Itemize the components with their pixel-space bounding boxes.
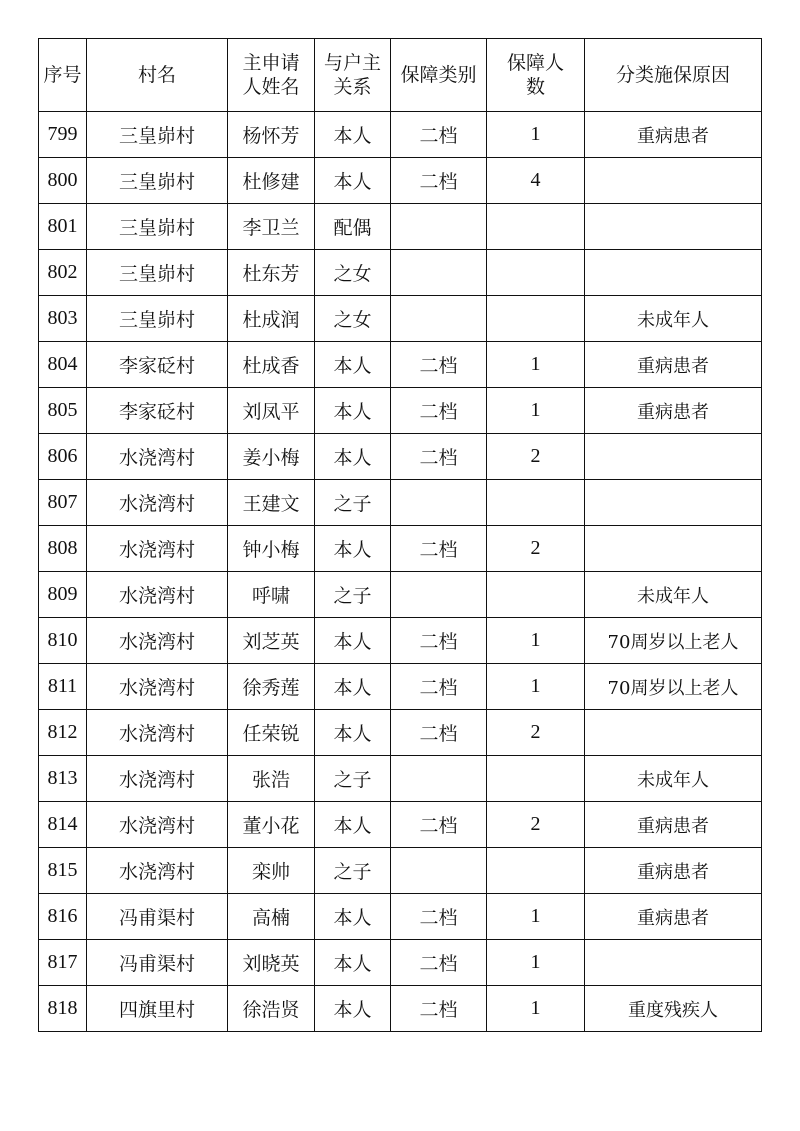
table-row bbox=[39, 342, 762, 388]
header-category: 保障类别 bbox=[391, 39, 487, 112]
table-header bbox=[39, 39, 762, 112]
cell-relation: 本人 bbox=[315, 342, 391, 388]
cell-count: 1 bbox=[487, 664, 585, 710]
cell-reason: 重病患者 bbox=[585, 848, 762, 894]
table-row bbox=[39, 434, 762, 480]
cell-reason bbox=[585, 526, 762, 572]
cell-category: 二档 bbox=[391, 388, 487, 434]
cell-count: 2 bbox=[487, 434, 585, 480]
cell-relation: 本人 bbox=[315, 986, 391, 1032]
cell-count: 1 bbox=[487, 894, 585, 940]
cell-count: 2 bbox=[487, 526, 585, 572]
cell-count bbox=[487, 480, 585, 526]
cell-index: 802 bbox=[39, 250, 87, 296]
cell-index: 808 bbox=[39, 526, 87, 572]
cell-category bbox=[391, 296, 487, 342]
cell-name: 刘凤平 bbox=[228, 388, 315, 434]
cell-village: 水浇湾村 bbox=[87, 664, 228, 710]
cell-relation: 之子 bbox=[315, 480, 391, 526]
cell-relation: 本人 bbox=[315, 710, 391, 756]
table-row bbox=[39, 756, 762, 802]
cell-relation: 本人 bbox=[315, 940, 391, 986]
cell-village: 水浇湾村 bbox=[87, 756, 228, 802]
cell-index: 817 bbox=[39, 940, 87, 986]
cell-category: 二档 bbox=[391, 158, 487, 204]
cell-relation: 本人 bbox=[315, 526, 391, 572]
table-row bbox=[39, 388, 762, 434]
cell-index: 801 bbox=[39, 204, 87, 250]
table-row bbox=[39, 848, 762, 894]
cell-relation: 配偶 bbox=[315, 204, 391, 250]
cell-name: 董小花 bbox=[228, 802, 315, 848]
cell-reason bbox=[585, 158, 762, 204]
table-row bbox=[39, 802, 762, 848]
cell-reason: 重病患者 bbox=[585, 342, 762, 388]
cell-village: 水浇湾村 bbox=[87, 710, 228, 756]
cell-reason bbox=[585, 250, 762, 296]
cell-category: 二档 bbox=[391, 940, 487, 986]
cell-category: 二档 bbox=[391, 802, 487, 848]
cell-village: 水浇湾村 bbox=[87, 848, 228, 894]
cell-relation: 本人 bbox=[315, 112, 391, 158]
cell-count: 2 bbox=[487, 802, 585, 848]
cell-village: 三皇峁村 bbox=[87, 158, 228, 204]
table-body bbox=[39, 112, 762, 1032]
cell-category bbox=[391, 250, 487, 296]
cell-category: 二档 bbox=[391, 986, 487, 1032]
table-row bbox=[39, 940, 762, 986]
cell-category: 二档 bbox=[391, 434, 487, 480]
cell-index: 812 bbox=[39, 710, 87, 756]
cell-category bbox=[391, 756, 487, 802]
cell-reason: 70周岁以上老人 bbox=[585, 618, 762, 664]
table-row bbox=[39, 158, 762, 204]
cell-index: 809 bbox=[39, 572, 87, 618]
cell-index: 816 bbox=[39, 894, 87, 940]
table-row bbox=[39, 986, 762, 1032]
header-reason: 分类施保原因 bbox=[585, 39, 762, 112]
cell-relation: 本人 bbox=[315, 802, 391, 848]
cell-count: 1 bbox=[487, 112, 585, 158]
cell-reason: 未成年人 bbox=[585, 296, 762, 342]
cell-name: 刘晓英 bbox=[228, 940, 315, 986]
cell-village: 李家砭村 bbox=[87, 388, 228, 434]
cell-relation: 之子 bbox=[315, 572, 391, 618]
cell-village: 水浇湾村 bbox=[87, 480, 228, 526]
cell-reason: 重病患者 bbox=[585, 112, 762, 158]
cell-index: 804 bbox=[39, 342, 87, 388]
cell-index: 810 bbox=[39, 618, 87, 664]
cell-count: 1 bbox=[487, 986, 585, 1032]
cell-relation: 本人 bbox=[315, 894, 391, 940]
cell-name: 杜修建 bbox=[228, 158, 315, 204]
cell-category bbox=[391, 204, 487, 250]
cell-category bbox=[391, 848, 487, 894]
cell-relation: 本人 bbox=[315, 618, 391, 664]
cell-count: 1 bbox=[487, 618, 585, 664]
cell-relation: 之女 bbox=[315, 296, 391, 342]
cell-reason: 重度残疾人 bbox=[585, 986, 762, 1032]
cell-count bbox=[487, 296, 585, 342]
cell-category: 二档 bbox=[391, 664, 487, 710]
cell-reason bbox=[585, 204, 762, 250]
cell-relation: 本人 bbox=[315, 434, 391, 480]
cell-name: 杜成润 bbox=[228, 296, 315, 342]
cell-index: 814 bbox=[39, 802, 87, 848]
header-applicant-name: 主申请 人姓名 bbox=[228, 39, 315, 112]
cell-category: 二档 bbox=[391, 342, 487, 388]
cell-reason: 重病患者 bbox=[585, 894, 762, 940]
cell-relation: 本人 bbox=[315, 664, 391, 710]
table-row bbox=[39, 664, 762, 710]
cell-village: 水浇湾村 bbox=[87, 526, 228, 572]
cell-name: 高楠 bbox=[228, 894, 315, 940]
header-count: 保障人 数 bbox=[487, 39, 585, 112]
table-row bbox=[39, 894, 762, 940]
cell-category: 二档 bbox=[391, 526, 487, 572]
table-row bbox=[39, 618, 762, 664]
cell-category: 二档 bbox=[391, 112, 487, 158]
cell-reason bbox=[585, 480, 762, 526]
cell-relation: 之子 bbox=[315, 848, 391, 894]
cell-village: 三皇峁村 bbox=[87, 250, 228, 296]
cell-village: 三皇峁村 bbox=[87, 204, 228, 250]
cell-count bbox=[487, 204, 585, 250]
cell-reason: 未成年人 bbox=[585, 572, 762, 618]
cell-relation: 之女 bbox=[315, 250, 391, 296]
cell-village: 冯甫渠村 bbox=[87, 894, 228, 940]
header-index: 序号 bbox=[39, 39, 87, 112]
table-row bbox=[39, 710, 762, 756]
cell-name: 刘芝英 bbox=[228, 618, 315, 664]
cell-count bbox=[487, 572, 585, 618]
cell-village: 三皇峁村 bbox=[87, 296, 228, 342]
cell-count bbox=[487, 848, 585, 894]
cell-category: 二档 bbox=[391, 710, 487, 756]
table-row bbox=[39, 204, 762, 250]
cell-village: 三皇峁村 bbox=[87, 112, 228, 158]
cell-name: 任荣锐 bbox=[228, 710, 315, 756]
cell-village: 水浇湾村 bbox=[87, 572, 228, 618]
cell-name: 杨怀芳 bbox=[228, 112, 315, 158]
cell-index: 811 bbox=[39, 664, 87, 710]
cell-count bbox=[487, 756, 585, 802]
header-village: 村名 bbox=[87, 39, 228, 112]
cell-count: 1 bbox=[487, 940, 585, 986]
cell-name: 杜东芳 bbox=[228, 250, 315, 296]
cell-reason: 重病患者 bbox=[585, 388, 762, 434]
table-row bbox=[39, 572, 762, 618]
cell-count: 1 bbox=[487, 388, 585, 434]
cell-index: 800 bbox=[39, 158, 87, 204]
cell-village: 四旗里村 bbox=[87, 986, 228, 1032]
cell-village: 水浇湾村 bbox=[87, 434, 228, 480]
cell-category bbox=[391, 572, 487, 618]
cell-name: 张浩 bbox=[228, 756, 315, 802]
cell-category bbox=[391, 480, 487, 526]
cell-village: 冯甫渠村 bbox=[87, 940, 228, 986]
cell-village: 水浇湾村 bbox=[87, 802, 228, 848]
cell-name: 杜成香 bbox=[228, 342, 315, 388]
cell-name: 姜小梅 bbox=[228, 434, 315, 480]
cell-index: 799 bbox=[39, 112, 87, 158]
cell-relation: 之子 bbox=[315, 756, 391, 802]
cell-name: 钟小梅 bbox=[228, 526, 315, 572]
cell-count: 2 bbox=[487, 710, 585, 756]
cell-reason bbox=[585, 434, 762, 480]
cell-reason bbox=[585, 710, 762, 756]
assistance-roster-table bbox=[38, 38, 762, 1032]
cell-village: 李家砭村 bbox=[87, 342, 228, 388]
cell-relation: 本人 bbox=[315, 158, 391, 204]
cell-index: 803 bbox=[39, 296, 87, 342]
table-row bbox=[39, 296, 762, 342]
cell-name: 栾帅 bbox=[228, 848, 315, 894]
cell-count: 1 bbox=[487, 342, 585, 388]
cell-index: 806 bbox=[39, 434, 87, 480]
table-row bbox=[39, 250, 762, 296]
cell-index: 818 bbox=[39, 986, 87, 1032]
table-row bbox=[39, 526, 762, 572]
cell-index: 807 bbox=[39, 480, 87, 526]
cell-reason: 70周岁以上老人 bbox=[585, 664, 762, 710]
header-relation: 与户主 关系 bbox=[315, 39, 391, 112]
cell-name: 李卫兰 bbox=[228, 204, 315, 250]
cell-category: 二档 bbox=[391, 618, 487, 664]
cell-relation: 本人 bbox=[315, 388, 391, 434]
cell-name: 呼啸 bbox=[228, 572, 315, 618]
cell-village: 水浇湾村 bbox=[87, 618, 228, 664]
cell-reason: 重病患者 bbox=[585, 802, 762, 848]
cell-reason: 未成年人 bbox=[585, 756, 762, 802]
cell-count bbox=[487, 250, 585, 296]
table-row bbox=[39, 112, 762, 158]
cell-name: 徐秀莲 bbox=[228, 664, 315, 710]
cell-name: 徐浩贤 bbox=[228, 986, 315, 1032]
cell-count: 4 bbox=[487, 158, 585, 204]
cell-index: 815 bbox=[39, 848, 87, 894]
cell-name: 王建文 bbox=[228, 480, 315, 526]
cell-index: 813 bbox=[39, 756, 87, 802]
cell-reason bbox=[585, 940, 762, 986]
table-row bbox=[39, 480, 762, 526]
cell-category: 二档 bbox=[391, 894, 487, 940]
header-row bbox=[39, 39, 762, 112]
cell-index: 805 bbox=[39, 388, 87, 434]
